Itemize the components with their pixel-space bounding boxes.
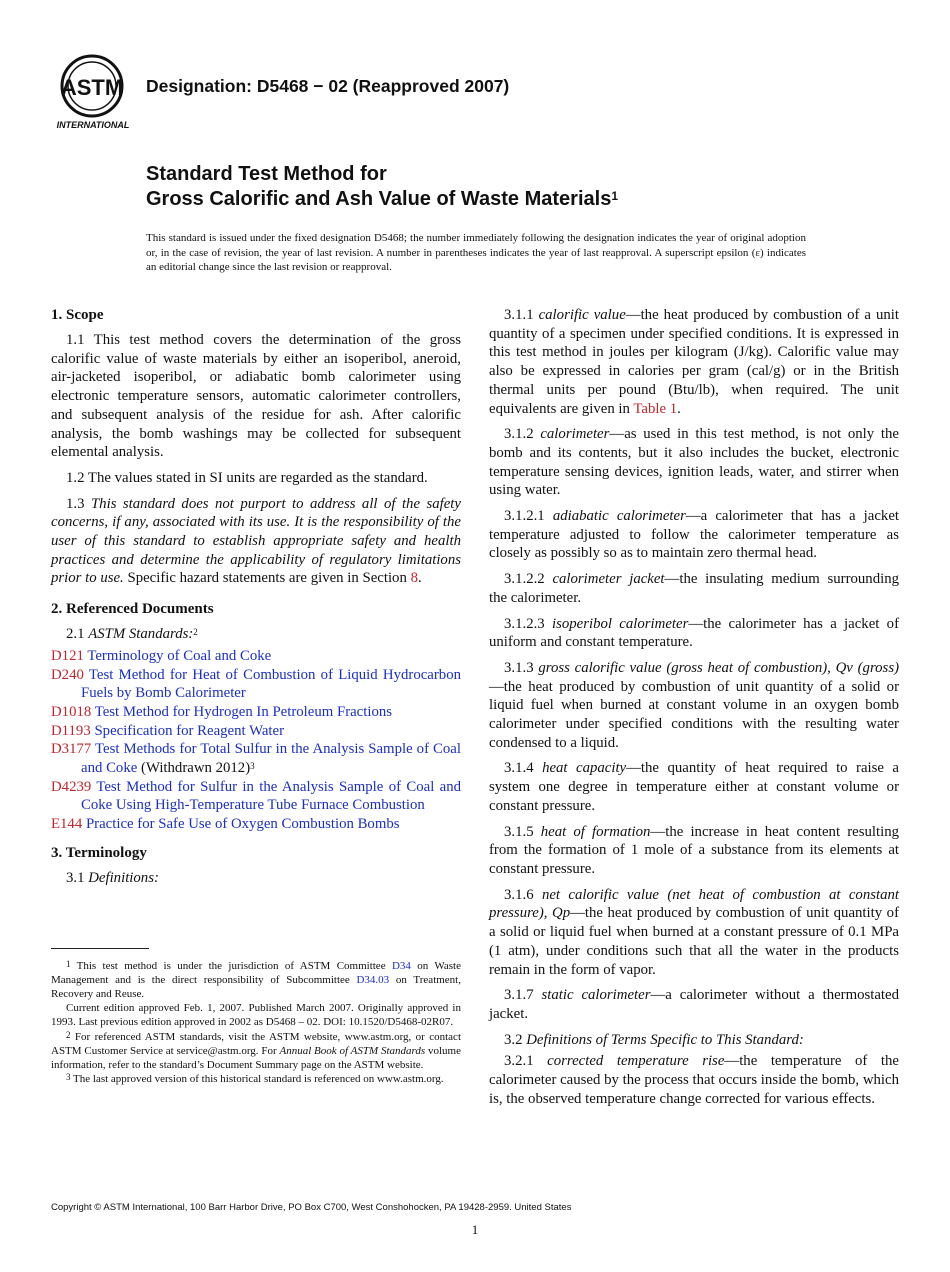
reference-item[interactable] xyxy=(51,740,461,777)
logo-bottom-text: INTERNATIONAL xyxy=(56,120,130,130)
reference-item[interactable] xyxy=(51,666,461,703)
definition-body: —the increase in heat content resulting from the formation of 1 mole of a substance from its elements at constant pressure. xyxy=(489,823,900,877)
reference-code[interactable]: D240 xyxy=(51,666,84,683)
definition-3-2-1-body: —the temperature of the calorimeter caused by the process that occurs inside the bomb, which is, the observed temperature change corrected for various effects. xyxy=(489,1053,899,1107)
definition-item xyxy=(489,306,899,418)
title-line-2-text: Gross Calorific and Ash Value of Waste Materials xyxy=(146,188,612,210)
reference-title[interactable]: Specification for Reagent Water xyxy=(94,722,285,739)
definition-3-2-1-term: corrected temperature rise xyxy=(547,1053,725,1070)
title-line-1: Standard Test Method for xyxy=(146,163,387,185)
reference-code[interactable]: D121 xyxy=(51,647,84,664)
scope-1-3 xyxy=(51,495,461,589)
definition-number: 3.1.1 xyxy=(504,307,539,323)
definitions-label xyxy=(51,869,461,888)
reference-code[interactable]: D4239 xyxy=(51,778,92,795)
astm-standards-label xyxy=(51,625,461,644)
reference-code[interactable]: D3177 xyxy=(51,741,92,758)
definition-term: net calorific value (net heat of combustion at constant pressure), Qp xyxy=(489,886,900,922)
definition-term: static calorimeter xyxy=(541,987,651,1004)
reference-list xyxy=(51,647,461,834)
definition-3-2-1-num: 3.2.1 xyxy=(504,1053,548,1070)
astm-standards-num: 2.1 xyxy=(66,626,89,643)
left-column xyxy=(51,306,461,891)
footnote-2-italic: Annual Book of ASTM Standards xyxy=(279,1044,426,1057)
definition-item xyxy=(489,759,899,815)
page-number: 1 xyxy=(471,1222,479,1237)
definition-term: calorific value xyxy=(538,307,626,323)
preamble: This standard is issued under the fixed designation D5468; the number immediately following the designation indicates the year of original adoption or, in the case of revision, the year of last revision. A number in parentheses indicates the year of last reapproval. A superscript epsilon (ε) indicates an editorial change since the last revision or reapproval. xyxy=(146,232,806,273)
definition-number: 3.1.4 xyxy=(504,760,543,777)
terminology-heading: 3. Terminology xyxy=(51,844,147,861)
copyright-notice: Copyright © ASTM International, 100 Barr Harbor Drive, PO Box C700, West Conshohocken, PA 19428-2959. United States xyxy=(51,1202,572,1213)
footnote-1 xyxy=(51,960,461,1001)
footnote-divider xyxy=(51,948,149,949)
specific-definitions-label xyxy=(489,1031,899,1050)
footnote-2-b: volume information, refer to the standard’s Document Summary page on the ASTM website. xyxy=(51,1044,461,1071)
definition-number: 3.1.7 xyxy=(504,987,542,1004)
definition-body: —the insulating medium surrounding the calorimeter. xyxy=(489,571,900,606)
definition-number: 3.1.2.1 xyxy=(504,508,553,525)
definition-body: —as used in this test method, is not only the bomb and its contents, but it also includes the bucket, electronic temperature sensing devices, ignition leads, water, and stirrer when using water. xyxy=(489,426,900,499)
reference-title[interactable]: Terminology of Coal and Coke xyxy=(87,647,272,664)
astm-logo xyxy=(52,52,134,132)
subcommittee-d34-03-link[interactable]: D34.03 xyxy=(356,973,390,986)
definition-number: 3.1.3 xyxy=(504,659,539,676)
footnote-3-mark: 3 xyxy=(66,1072,71,1083)
reference-title[interactable]: Test Method for Sulfur in the Analysis Sample of Coal and Coke Using High-Temperature Tube Furnace Combustion xyxy=(81,778,461,814)
definition-body: —a calorimeter that has a jacket temperature adjusted to follow the calorimeter temperature as closely as possibly so as to maintain zero thermal head. xyxy=(489,508,900,562)
scope-1-3-end: . xyxy=(417,570,422,587)
reference-code[interactable]: D1193 xyxy=(51,722,91,739)
definition-number: 3.1.2.3 xyxy=(504,615,552,632)
reference-item[interactable] xyxy=(51,778,461,815)
footnotes xyxy=(51,960,461,1088)
scope-1-3-num: 1.3 xyxy=(66,495,91,512)
definition-term: calorimeter jacket xyxy=(552,571,665,588)
referenced-heading: 2. Referenced Documents xyxy=(51,601,214,618)
footnote-1-edition: Current edition approved Feb. 1, 2007. Published March 2007. Originally approved in 1993. Last previous edition approved in 2002 as D5468 – 02. DOI: 10.1520/D5468-02R07. xyxy=(51,1002,461,1029)
definition-body: —the heat produced by combustion of a unit quantity of a specimen under specified conditions. It is expressed in this test method in joules per kilogram (J/kg). Calorific value may also be expressed in calories per gram (cal/g) or in the British thermal units per pound (Btu/lb), when required. The unit equivalents are given in xyxy=(489,307,899,417)
reference-status: (Withdrawn 2012) xyxy=(137,760,251,777)
definitions-text: Definitions: xyxy=(88,869,159,886)
scope-1-3-italic: This standard does not purport to address all of the safety concerns, if any, associated with its use. It is the responsibility of the user of this standard to establish appropriate safety and health practices and determine the applicability of regulatory limitations prior to use. xyxy=(51,495,461,587)
scope-1-2: 1.2 The values stated in SI units are regarded as the standard. xyxy=(66,469,428,486)
reference-code[interactable]: E144 xyxy=(51,816,83,833)
reference-item[interactable] xyxy=(51,703,461,722)
definition-term: calorimeter xyxy=(540,426,610,443)
astm-standards-sup: 2 xyxy=(193,627,198,638)
definition-body: —a calorimeter without a thermostated jacket. xyxy=(489,987,900,1022)
designation: Designation: D5468 − 02 (Reapproved 2007) xyxy=(146,76,510,96)
definition-list xyxy=(489,306,899,1024)
reference-item[interactable] xyxy=(51,722,461,741)
definitions-num: 3.1 xyxy=(66,869,89,886)
reference-footnote-mark: 3 xyxy=(250,761,255,772)
definition-term: isoperibol calorimeter xyxy=(552,615,689,632)
definition-number: 3.1.5 xyxy=(504,823,541,840)
definition-item xyxy=(489,886,899,980)
definition-3-2-1 xyxy=(489,1052,899,1108)
reference-title[interactable]: Practice for Safe Use of Oxygen Combustion Bombs xyxy=(85,816,400,833)
footnote-3-text: The last approved version of this historical standard is referenced on www.astm.org. xyxy=(70,1073,444,1086)
table-1-link[interactable]: Table 1 xyxy=(633,400,678,417)
footnote-1-mark: 1 xyxy=(66,959,71,969)
definition-item xyxy=(489,823,899,879)
definition-number: 3.1.2.2 xyxy=(504,571,553,588)
definition-body: —the quantity of heat required to raise a system one degree in temperature either at constant volume or constant pressure. xyxy=(489,760,899,814)
footnote-1-b: on Waste Management and is the direct responsibility of Subcommittee xyxy=(51,960,461,986)
section-8-link[interactable]: 8 xyxy=(410,570,418,587)
specific-definitions-num: 3.2 xyxy=(504,1031,527,1048)
footnote-2-a: For referenced ASTM standards, visit the ASTM website, www.astm.org, or contact ASTM Customer Service at service@astm.org. For xyxy=(51,1030,461,1057)
definition-body: —the heat produced by combustion of unit quantity of a solid or liquid fuel when burned at constant volume in an oxygen bomb calorimeter under specified conditions with the resulting water condensed to a liquid. xyxy=(489,678,899,751)
footnote-1-a: This test method is under the jurisdiction of ASTM Committee xyxy=(70,960,392,972)
reference-title[interactable]: Test Method for Hydrogen In Petroleum Fractions xyxy=(94,703,393,720)
page-title xyxy=(146,162,618,212)
footnote-2 xyxy=(51,1031,461,1072)
definition-number: 3.1.2 xyxy=(504,426,541,443)
reference-title[interactable]: Test Methods for Total Sulfur in the Analysis Sample of Coal and Coke xyxy=(81,741,461,777)
title-line-2 xyxy=(146,187,618,212)
reference-code[interactable]: D1018 xyxy=(51,703,92,720)
definition-term: heat of formation xyxy=(540,823,651,840)
scope-1-3-tail: Specific hazard statements are given in Section xyxy=(123,570,411,587)
footnote-3 xyxy=(51,1073,461,1087)
definition-item xyxy=(489,570,899,607)
definition-term: adiabatic calorimeter xyxy=(552,508,686,525)
title-footnote-mark: 1 xyxy=(611,189,619,203)
reference-title[interactable]: Test Method for Heat of Combustion of Liquid Hydrocarbon Fuels by Bomb Calorimeter xyxy=(81,666,462,702)
committee-d34-link[interactable]: D34 xyxy=(391,960,411,972)
astm-standards-text: ASTM Standards: xyxy=(88,626,194,643)
astm-logo-icon xyxy=(52,52,134,132)
definition-body: —the calorimeter has a jacket of uniform and constant temperature. xyxy=(489,615,900,651)
definition-item xyxy=(489,425,899,500)
reference-item[interactable] xyxy=(51,647,461,666)
footnote-2-mark: 2 xyxy=(66,1029,71,1040)
footnote-1-c: on Treatment, Recovery and Reuse. xyxy=(51,973,461,1000)
scope-heading: 1. Scope xyxy=(51,307,104,323)
definition-term: heat capacity xyxy=(542,760,627,777)
scope-1-1: 1.1 This test method covers the determination of the gross calorific value of waste materials by either an isoperibol, aneroid, air-jacketed isoperibol, or adiabatic bomb calorimeter using electronic temperature sensors, automatic calorimeter controllers, and subsequent analysis of the residue for ash. After calorific analysis, the bomb washings may be collected for subsequent elemental analysis. xyxy=(51,332,461,461)
right-column xyxy=(489,306,899,1115)
definition-term: gross calorific value (gross heat of combustion), Qv (gross) xyxy=(538,659,900,676)
specific-definitions-text: Definitions of Terms Specific to This Standard: xyxy=(526,1031,804,1048)
logo-top-text: ASTM xyxy=(60,75,124,100)
definition-end: . xyxy=(677,400,681,417)
definition-item xyxy=(489,615,899,652)
definition-body: —the heat produced by combustion of unit quantity of a solid or liquid fuel when burned at a constant pressure of 0.1 MPa (1 atm), under conditions such that all the water in the products remain in the form of vapor. xyxy=(489,905,899,978)
reference-item[interactable] xyxy=(51,815,461,834)
definition-item xyxy=(489,986,899,1023)
definition-number: 3.1.6 xyxy=(504,886,542,903)
definition-item xyxy=(489,507,899,563)
definition-item xyxy=(489,659,899,753)
